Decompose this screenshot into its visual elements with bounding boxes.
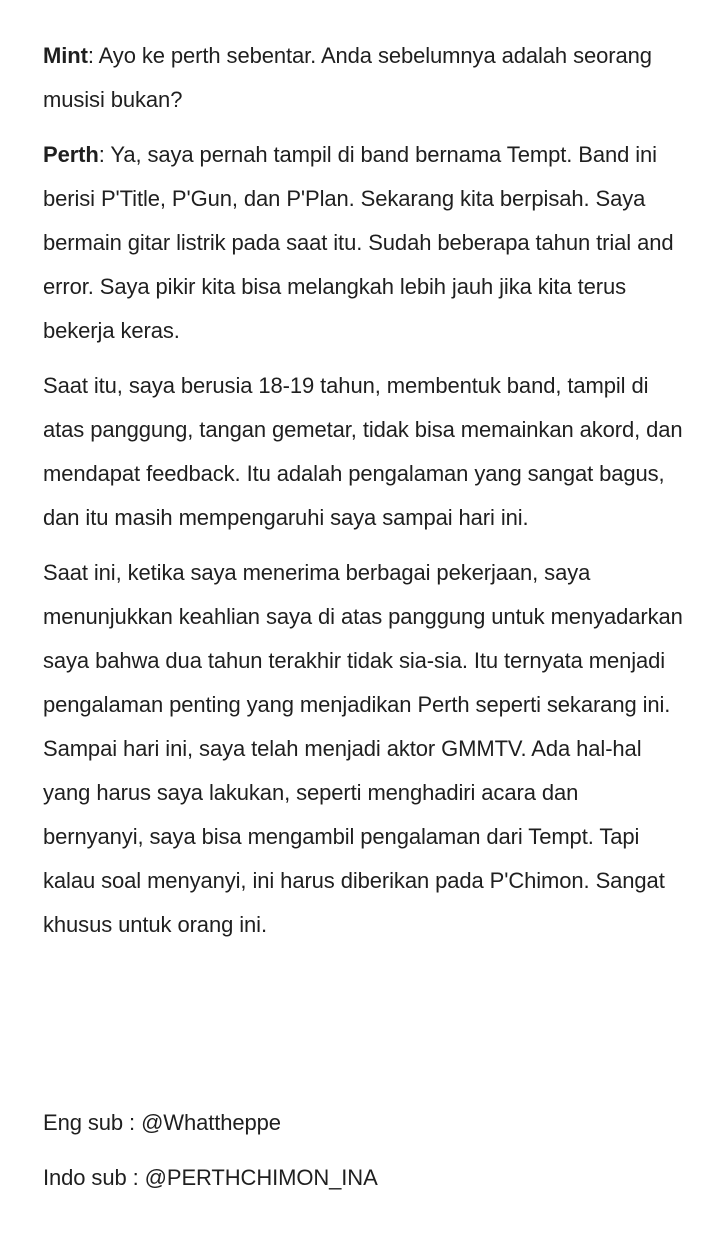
paragraph-mint-question xyxy=(43,34,683,122)
speaker-name: Mint xyxy=(43,43,88,68)
paragraph-text: : Ya, saya pernah tampil di band bernama Tempt. Band ini berisi P'Title, P'Gun, dan P'Plan. Sekarang kita berpisah. Saya bermain gitar listrik pada saat itu. Sudah beberapa tahun trial and error. Saya pikir kita bisa melangkah lebih jauh jika kita terus bekerja keras. xyxy=(43,142,674,343)
eng-sub-credit: Eng sub : @Whattheppe xyxy=(43,1110,281,1135)
credits xyxy=(43,1101,683,1211)
paragraph-text: Saat ini, ketika saya menerima berbagai pekerjaan, saya menunjukkan keahlian saya di atas panggung untuk menyadarkan saya bahwa dua tahun terakhir tidak sia-sia. Itu ternyata menjadi pengalaman penting yang menjadikan Perth seperti sekarang ini. Sampai hari ini, saya telah menjadi aktor GMMTV. Ada hal-hal yang harus saya lakukan, seperti menghadiri acara dan bernyanyi, saya bisa mengambil pengalaman dari Tempt. Tapi kalau soal menyanyi, ini harus diberikan pada P'Chimon. Sangat khusus untuk orang ini. xyxy=(43,560,683,937)
speaker-name: Perth xyxy=(43,142,99,167)
paragraph-text: Saat itu, saya berusia 18-19 tahun, membentuk band, tampil di atas panggung, tangan gemetar, tidak bisa memainkan akord, dan mendapat feedback. Itu adalah pengalaman yang sangat bagus, dan itu masih mempengaruhi saya sampai hari ini. xyxy=(43,373,683,530)
paragraph-text: : Ayo ke perth sebentar. Anda sebelumnya adalah seorang musisi bukan? xyxy=(43,43,652,112)
indo-sub-credit: Indo sub : @PERTHCHIMON_INA xyxy=(43,1165,378,1190)
paragraph-perth-answer xyxy=(43,133,683,353)
article-body xyxy=(43,34,683,958)
